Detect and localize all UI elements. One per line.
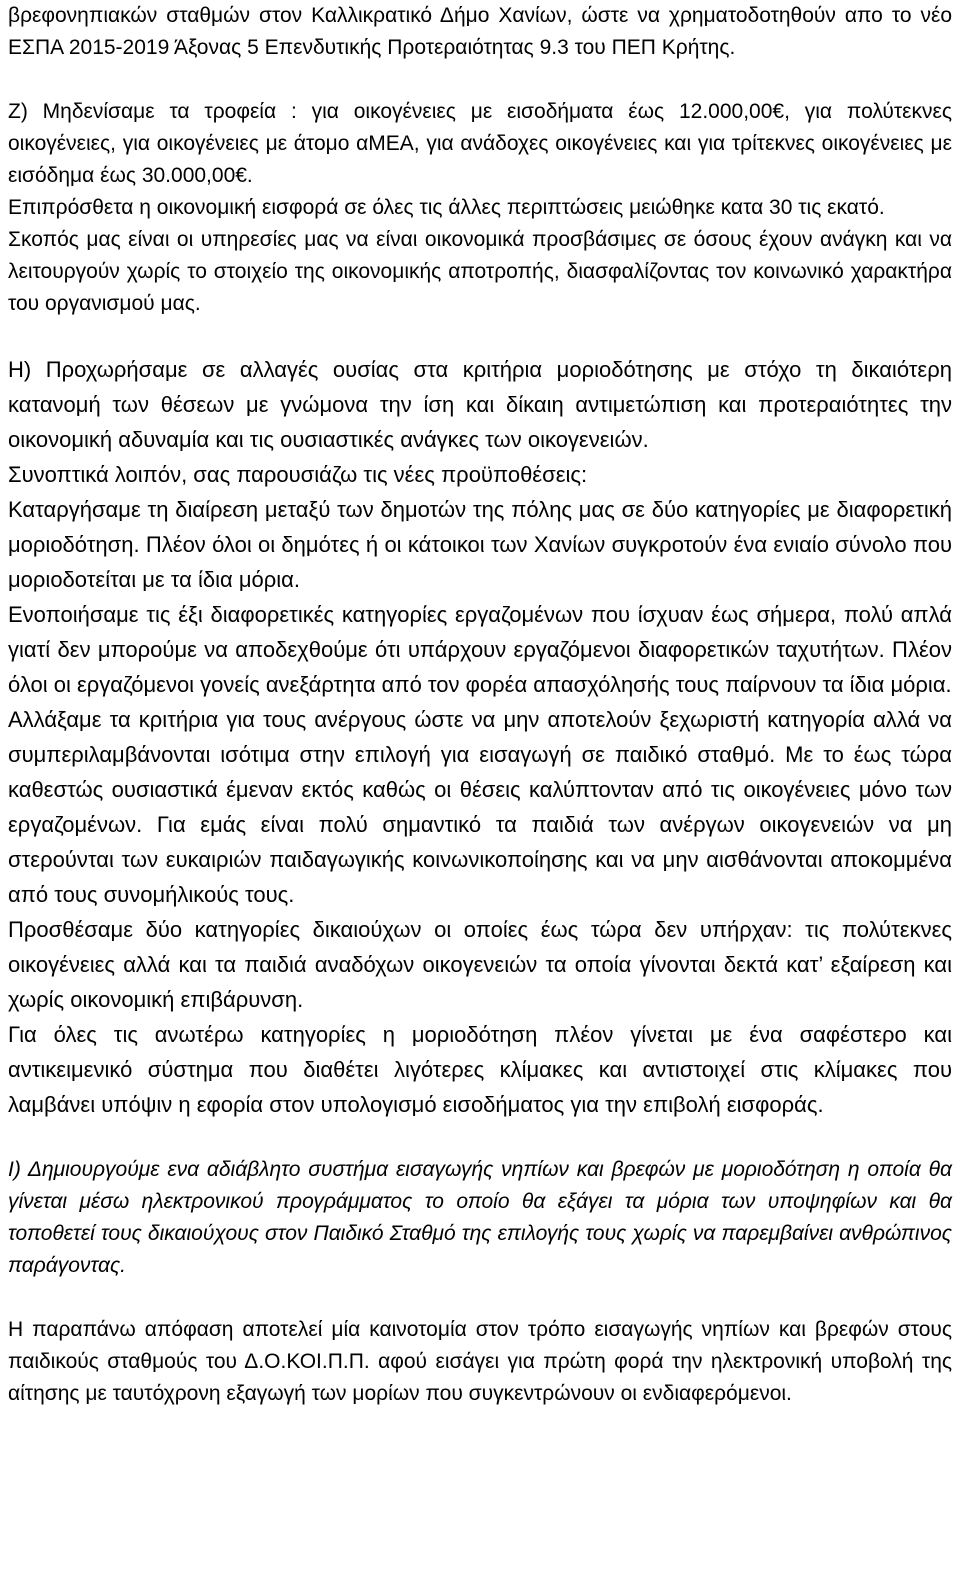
section-closing bbox=[8, 1314, 952, 1410]
paragraph: Καταργήσαμε τη διαίρεση μεταξύ των δημοτών της πόλης μας σε δύο κατηγορίες με διαφορετική μοριοδότηση. Πλέον όλοι οι δημότες ή οι κάτοικοι των Χανίων συγκροτούν ένα ενιαίο σύνολο που μοριοδοτείται με τα ίδια μόρια. bbox=[8, 497, 952, 592]
section-intro bbox=[8, 0, 952, 64]
paragraph-gap bbox=[8, 1282, 952, 1314]
paragraph: Επιπρόσθετα η οικονομική εισφορά σε όλες τις άλλες περιπτώσεις μειώθηκε κατα 30 τις εκατό. bbox=[8, 196, 885, 219]
paragraph-gap bbox=[8, 64, 952, 96]
paragraph: Συνοπτικά λοιπόν, σας παρουσιάζω τις νέες προϋποθέσεις: bbox=[8, 462, 588, 487]
paragraph: Ζ) Μηδενίσαμε τα τροφεία : για οικογένειες με εισοδήματα έως 12.000,00€, για πολύτεκνες οικογένειες, για οικογένειες με άτομο αΜΕΑ, για ανάδοχες οικογένειες και για τρίτεκνες οικογένειες με εισόδημα έως 30.000,00€. bbox=[8, 100, 952, 187]
paragraph: Ενοποιήσαμε τις έξι διαφορετικές κατηγορίες εργαζομένων που ίσχυαν έως σήμερα, πολύ απλά γιατί δεν μπορούμε να αποδεχθούμε ότι υπάρχουν εργαζόμενοι διαφορετικών ταχυτήτων. Πλέον όλοι οι εργαζόμενοι γονείς ανεξάρτητα από τον φορέα απασχόλησής τους παίρνουν τα ίδια μόρια. bbox=[8, 602, 952, 697]
paragraph-gap bbox=[8, 1122, 952, 1154]
paragraph: Η παραπάνω απόφαση αποτελεί μία καινοτομία στον τρόπο εισαγωγής νηπίων και βρεφών στους παιδικούς σταθμούς του Δ.Ο.ΚΟΙ.Π.Π. αφού εισάγει για πρώτη φορά την ηλεκτρονική υποβολή της αίτησης με ταυτόχρονη εξαγωγή των μορίων που συγκεντρώνουν οι ενδιαφερόμενοι. bbox=[8, 1318, 952, 1405]
paragraph: Σκοπός μας είναι οι υπηρεσίες μας να είναι οικονομικά προσβάσιμες σε όσους έχουν ανάγκη και να λειτουργούν χωρίς το στοιχείο της οικονομικής αποτροπής, διασφαλίζοντας τον κοινωνικό χαρακτήρα του οργανισμού μας. bbox=[8, 228, 952, 315]
paragraph: Προσθέσαμε δύο κατηγορίες δικαιούχων οι οποίες έως τώρα δεν υπήρχαν: τις πολύτεκνες οικογένειες αλλά και τα παιδιά αναδόχων οικογενειών τα οποία γίνονται δεκτά κατ’ εξαίρεση και χωρίς οικονομική επιβάρυνση. bbox=[8, 917, 952, 1012]
section-i bbox=[8, 1154, 952, 1282]
paragraph: Η) Προχωρήσαμε σε αλλαγές ουσίας στα κριτήρια μοριοδότησης με στόχο τη δικαιότερη κατανομή των θέσεων με γνώμονα την ίση και δίκαιη αντιμετώπιση και προτεραιότητες την οικονομική αδυναμία και τις ουσιαστικές ανάγκες των οικογενειών. bbox=[8, 357, 952, 452]
section-h bbox=[8, 352, 952, 1122]
paragraph: Για όλες τις ανωτέρω κατηγορίες η μοριοδότηση πλέον γίνεται με ένα σαφέστερο και αντικειμενικό σύστημα που διαθέτει λιγότερες κλίμακες και αντιστοιχεί στις κλίμακες που λαμβάνει υπόψιν η εφορία στον υπολογισμό εισοδήματος για την επιβολή εισφοράς. bbox=[8, 1022, 952, 1117]
section-z bbox=[8, 96, 952, 320]
paragraph: Αλλάξαμε τα κριτήρια για τους ανέργους ώστε να μην αποτελούν ξεχωριστή κατηγορία αλλά να συμπεριλαμβάνονται ισότιμα στην επιλογή για εισαγωγή σε παιδικό σταθμό. Με το έως τώρα καθεστώς ουσιαστικά έμεναν εκτός καθώς οι θέσεις καλύπτονταν από τις οικογένειες μόνο των εργαζομένων. Για εμάς είναι πολύ σημαντικό τα παιδιά των ανέργων οικογενειών να μη στερούνται των ευκαιριών παιδαγωγικής κοινωνικοποίησης και να μην αισθάνονται αποκομμένα από τους συνομήλικούς τους. bbox=[8, 707, 952, 907]
paragraph: Ι) Δημιουργούμε ενα αδιάβλητο συστήμα εισαγωγής νηπίων και βρεφών με μοριοδότηση η οποία θα γίνεται μέσω ηλεκτρονικού προγράμματος το οποίο θα εξάγει τα μόρια των υποψηφίων και θα τοποθετεί τους δικαιούχους στον Παιδικό Σταθμό της επιλογής τους χωρίς να παρεμβαίνει ανθρώπινος παράγοντας. bbox=[8, 1158, 952, 1277]
paragraph-gap bbox=[8, 320, 952, 352]
paragraph: βρεφονηπιακών σταθμών στον Καλλικρατικό Δήμο Χανίων, ώστε να χρηματοδοτηθούν απο το νέο ΕΣΠΑ 2015-2019 Άξονας 5 Επενδυτικής Προτεραιότητας 9.3 του ΠΕΠ Κρήτης. bbox=[8, 4, 952, 59]
